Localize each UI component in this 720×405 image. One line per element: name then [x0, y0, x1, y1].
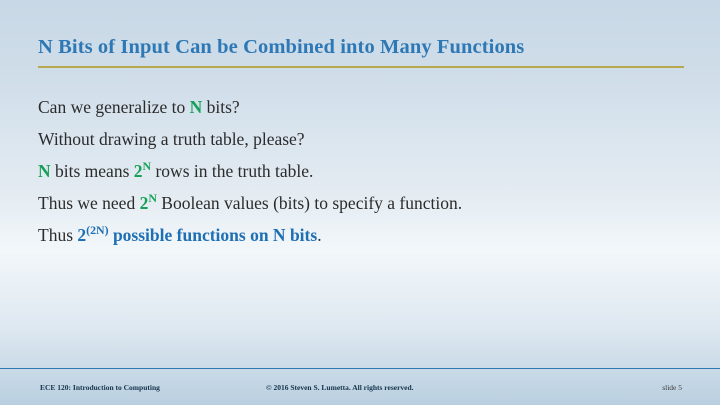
- title-block: [38, 36, 684, 68]
- footer-divider: [0, 368, 720, 369]
- body-content: [38, 96, 688, 256]
- text-bits-means: bits means: [50, 161, 134, 182]
- expr-two: 2: [133, 161, 143, 182]
- text-thus: Thus: [38, 225, 78, 246]
- text-rows-in-truth-table: rows in the truth table.: [151, 161, 314, 182]
- expr-two-b: 2: [139, 193, 149, 214]
- expr-two-c-exponent: (2N): [86, 223, 109, 238]
- text-bits-question: bits?: [202, 97, 240, 117]
- text-thus-we-need: Thus we need: [38, 193, 140, 214]
- bullet-generalize: [38, 96, 688, 119]
- expr-two-b-exponent: N: [148, 191, 157, 206]
- bullet-possible-functions: [38, 224, 688, 247]
- footer-slide-number: slide 5: [662, 383, 682, 392]
- symbol-n: N: [189, 97, 203, 117]
- title-divider: [38, 66, 684, 68]
- text-boolean-values-specify: Boolean values (bits) to specify a function.: [156, 193, 463, 214]
- expr-two-c: 2: [77, 225, 87, 246]
- page-title: N Bits of Input Can be Combined into Many Functions: [38, 36, 525, 58]
- text-can-we-generalize-to: Can we generalize to: [38, 97, 190, 117]
- symbol-n-2: N: [38, 161, 51, 182]
- text-without-drawing: Without drawing a truth table, please?: [38, 129, 305, 150]
- text-possible-functions: possible functions on N bits: [108, 225, 318, 246]
- bullet-n-bits-rows: [38, 160, 688, 183]
- text-period: .: [317, 225, 322, 246]
- footer-course: ECE 120: Introduction to Computing: [40, 383, 160, 392]
- bullet-without-truth-table: [38, 128, 688, 151]
- expr-two-exponent: N: [142, 159, 152, 174]
- footer-copyright: © 2016 Steven S. Lumetta. All rights reserved.: [266, 383, 414, 392]
- footer: [0, 383, 720, 397]
- bullet-boolean-values: [38, 192, 688, 215]
